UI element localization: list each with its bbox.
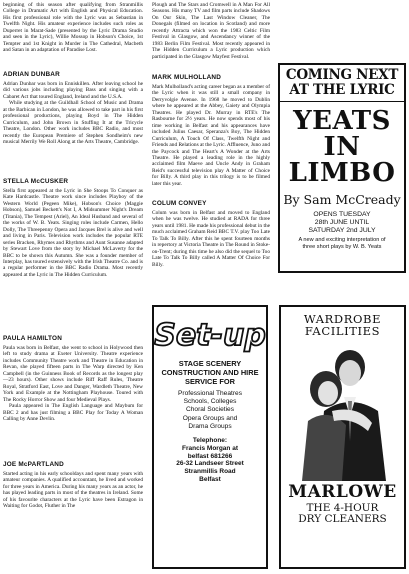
service-item: Schools, Colleges bbox=[183, 398, 237, 406]
play-title-line2: LIMBO bbox=[288, 158, 396, 188]
wardrobe-heading-line2: FACILITIES bbox=[304, 324, 381, 338]
opens-line: OPENS TUESDAY bbox=[313, 211, 371, 218]
interpretation-note: A new and exciting interpretation of three short plays by W. B. Yeats bbox=[298, 237, 386, 250]
play-title-line1: YEATS IN bbox=[293, 106, 391, 162]
bio-paragraph: Started acting in his early schooldays and spent many years with amateur companies. A qualified accountant, he lived and worked for three years in America. During his many years as an actor, he has played leading parts in most of the theatres in Ireland. Some of his favourite characters at the Lyric have been Estragon in Waiting for Godot, Fluther in The bbox=[3, 471, 143, 510]
bio-paragraph: Paula appeared in The English Language and Maybum for BBC 2 and has just filming a BBC Play for Today A Woman Calling by Anne Devlin. bbox=[3, 403, 143, 422]
service-item: Choral Societies bbox=[185, 406, 234, 414]
marlowe-brand: MARLOWE bbox=[288, 482, 397, 502]
setup-logo-text: Set-up bbox=[154, 318, 266, 353]
colum-section bbox=[152, 200, 270, 268]
bio-paragraph: Colum was born in Belfast and moved to England when he was twelve. He studied at RADA for three years until 1981. He made his professional debut in the much acclaimed Graham Reid BBC T.V. play Too Late To Talk To Billy. After this he spent fourteen months in repertory at Victoria Theatre in The Round in Stoke-on-Trent; during this time he also did the sequel to Too Late To Talk To Billy called A Matter Of Choice For Billy. bbox=[152, 210, 270, 268]
mark-section bbox=[152, 74, 270, 187]
opens-line: SATURDAY 2nd JULY bbox=[308, 227, 376, 234]
tagline-line1: THE 4-HOUR bbox=[306, 502, 379, 514]
section-heading: JOE McPARTLAND bbox=[3, 461, 64, 468]
section-heading: COLUM CONVEY bbox=[152, 200, 207, 207]
run-dates bbox=[280, 211, 404, 235]
divider bbox=[280, 101, 404, 102]
paula-section bbox=[3, 335, 143, 422]
setup-headline: STAGE SCENERY CONSTRUCTION AND HIRE SERVICE FOR bbox=[161, 359, 259, 386]
wardrobe-heading-line1: WARDROBE bbox=[303, 312, 382, 326]
services-list bbox=[154, 390, 266, 431]
middle-column bbox=[152, 2, 270, 60]
joe-section bbox=[3, 461, 143, 510]
setup-advert bbox=[152, 305, 268, 569]
couple-photo bbox=[288, 341, 398, 481]
section-heading: ADRIAN DUNBAR bbox=[3, 71, 60, 78]
contact-line: Stranmillis Road bbox=[184, 468, 236, 476]
contact-details bbox=[154, 437, 266, 484]
tel-label: Telephone: bbox=[192, 437, 228, 445]
bio-paragraph: Paula was born in Belfast, she went to school in Holywood then left to study drama at Exeter University. Theatre experience includes Community Theatre work and Theatre in Education in Revan, she played fifteen parts in The Warp directed by Ken Campbell (in the Guinness Book of Records as the longest play—23 hours). Other shows include Riff Raff Rules, Theatre Royal, Stratford East, Love and Danger, Wardleth Theatre, New York and Example at the Nottingham Playhouse. Toured with The Rocky Horror Show and four Medieval Plays. bbox=[3, 345, 143, 403]
contact-line: 26-32 Landseer Street bbox=[176, 460, 244, 468]
section-heading: MARK MULHOLLAND bbox=[152, 74, 222, 81]
contact-line: belfast 681266 bbox=[187, 452, 233, 460]
wardrobe-advert bbox=[279, 305, 406, 569]
opens-line: 28th JUNE UNTIL bbox=[314, 219, 370, 226]
intro-paragraph: Plough and The Stars and Cromwell in A Man For All Seasons. His many TV and film parts include Shadows On Our Skin, The Last Window Cleaner, The Donegals (filmed on location in Scotland) and more recently Attracta which won the 1983 Celtic Film Festival in Glasgow, and Ascendancy winner of the 1983 Berlin Film Festival. Most recently appeared in The Hidden Curriculum a Lyric production which participated in the Glasgow Mayfest Festival. bbox=[152, 2, 270, 60]
service-item: Opera Groups and bbox=[182, 414, 238, 422]
bio-paragraph: While studying at the Guildhall School of Music and Drama at the Barbican in London, he was allowed to take part in his first professional productions, playing Boyd in The Hidden Curriculum, and John Brown in Stuffing It at the Tricycle Theatre, London. Other work includes BBC Radio, and most recently the European Premiere of Stephen Sondheim's new musical Merrily We Roll Along at the Arts Theatre, Cambridge. bbox=[3, 100, 143, 146]
bio-paragraph: Adrian Dunbar was born in Enniskillen. After leaving school he did various jobs including playing Bass and singing with a Cabaret Act that toured England, Ireland and the U.S.A. bbox=[3, 81, 143, 100]
section-heading: STELLA McCUSKER bbox=[3, 178, 69, 185]
coming-next-heading: COMING NEXT AT THE LYRIC bbox=[285, 67, 399, 98]
adrian-section bbox=[3, 71, 143, 146]
service-item: Professional Theatres bbox=[177, 390, 243, 397]
section-heading: PAULA HAMILTON bbox=[3, 335, 63, 342]
stella-section bbox=[3, 178, 143, 278]
coming-next-advert bbox=[278, 63, 406, 273]
contact-line: Belfast bbox=[199, 476, 221, 483]
bio-paragraph: Mark Mulholland's acting career began as a member of the Lyric when it was still a small company in Derryvolgie Avenue. In 1968 he moved to Dublin where he appeared at the Abbey, Gaiety and Olympia Theatres. He played Dr. Murray in RTE's The Rasbourne for 2½ years. He now spends most of his time working in Belfast and his appearances have included Julius Caesar, Speranza's Boy, The Hidden Curriculum, A Touch Of Class, Twelfth Night and Friends and Relations at the Lyric. Affluence, Juno and the Paycock and The Heart's A Wonder at the Arts Theatre. He played a leading role in the highly acclaimed film Maeve and Uncle Andy in Graham Reid's successful television play A Matter of Choice for Billy. A third play in this trilogy is to be filmed later this year. bbox=[152, 84, 270, 187]
setup-logo bbox=[154, 315, 266, 355]
bio-paragraph: Stella first appeared at the Lyric in She Stoops To Conquer as Kate Hardcastle. Theatre work since includes Playboy of the Western World (Pegeen Mike), Hobson's Choice (Maggie Hobson), Samuel Beckett's Not I, A Midsummer Night's Dream (Titania), The Tempest (Ariel), An Ideal Husband and several of the works of W. B. Yeats. Singing roles include Carmen, Hello Dolly, The Threepenny Opera and Jacques Brel is alive and well and living in Paris. Television work includes the popular RTE series Bracken, Rhymes and Rhythms and Aunt Susanne adapted by Stewart Love from the story by Michael McLaverty for the BBC to be shown this Autumn. She was a founder member of Interplay, has toured extensively with the Irish Theatre Co. and is a regular performer in the BBC Radio Drama. Most recently appeared at the Lyric in The Hidden Curriculum. bbox=[3, 188, 143, 278]
service-item: Drama Groups bbox=[188, 422, 232, 430]
intro-paragraph: beginning of this season after qualifying from Stranmillis College in Dramatic Art with English and Physical Education. His first professional role with the Lyric was as Sebastian in Twelfth Night. His amateur experience includes such roles as Duperret in Marat-Sade (presented by the Lyric Drama Studio and seen in the Lyric), Willie Mossop in Hobson's Choice, 1st Tempter and 1st Knight in Murder in The Cathedral, Macbeth and Satan in an adaptation of Paradise Lost. bbox=[3, 2, 143, 54]
left-column bbox=[3, 2, 143, 54]
contact-line: Francis Morgan at bbox=[182, 444, 238, 452]
author-byline: By Sam McCready bbox=[283, 192, 401, 207]
tagline-line2: DRY CLEANERS bbox=[298, 513, 387, 525]
